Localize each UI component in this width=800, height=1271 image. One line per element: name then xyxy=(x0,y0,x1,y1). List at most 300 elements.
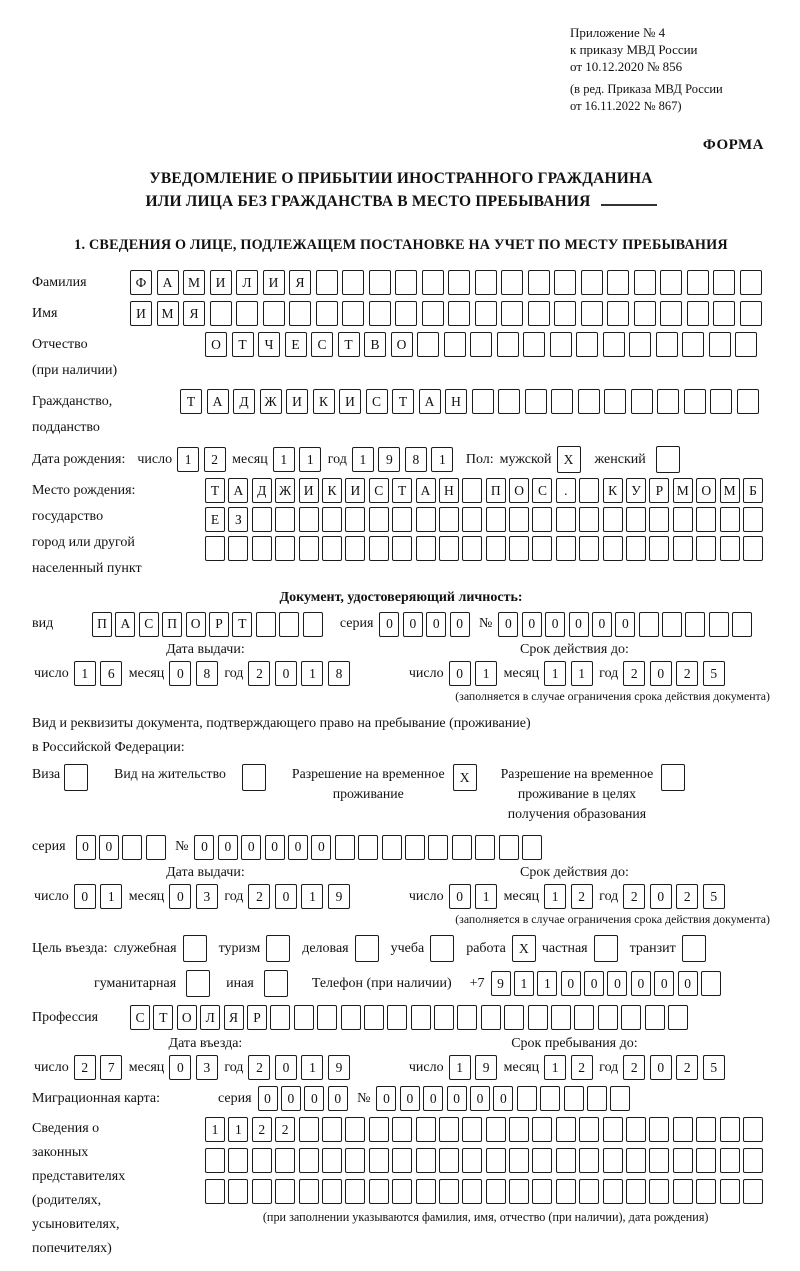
cell: Я xyxy=(183,301,205,326)
cell xyxy=(645,1005,665,1030)
rp-issue-month-cells xyxy=(169,884,222,909)
cell: 0 xyxy=(650,884,672,909)
cell xyxy=(662,612,682,637)
cell xyxy=(210,301,232,326)
cell xyxy=(322,1179,342,1204)
cell: 0 xyxy=(615,612,635,637)
cell: 0 xyxy=(194,835,214,860)
cell: 8 xyxy=(328,661,350,686)
cell: Т xyxy=(232,612,252,637)
cell xyxy=(579,1179,599,1204)
cell xyxy=(581,270,603,295)
month-label: месяц xyxy=(503,1059,540,1075)
cell xyxy=(668,1005,688,1030)
cell xyxy=(186,970,210,997)
cell xyxy=(358,835,378,860)
cell xyxy=(610,1086,630,1111)
cell xyxy=(146,835,166,860)
cell xyxy=(279,612,299,637)
cell xyxy=(720,1117,740,1142)
cell xyxy=(720,1148,740,1173)
stay-until-col xyxy=(379,1036,770,1080)
cell: 1 xyxy=(544,661,566,686)
cell xyxy=(696,1117,716,1142)
cell xyxy=(556,507,576,532)
cell: И xyxy=(263,270,285,295)
annex-header xyxy=(570,24,766,115)
cell xyxy=(551,389,573,414)
residence-doc-dates xyxy=(32,865,770,927)
cell xyxy=(439,1179,459,1204)
cell: 1 xyxy=(301,1055,323,1080)
cell xyxy=(603,1179,623,1204)
cell: У xyxy=(626,478,646,503)
cell xyxy=(657,389,679,414)
year-label: год xyxy=(327,451,347,467)
purpose-transit-checkbox xyxy=(682,935,706,962)
year-label: год xyxy=(599,1059,619,1075)
cell xyxy=(687,301,709,326)
birthplace-label: Место рождения: государство город или другой населенный пункт xyxy=(32,483,142,576)
cell: 2 xyxy=(676,1055,698,1080)
cell xyxy=(528,301,550,326)
cell: 1 xyxy=(205,1117,225,1142)
form-title-line2: ИЛИ ЛИЦА БЕЗ ГРАЖДАНСТВА В МЕСТО ПРЕБЫВАНИЯ xyxy=(32,190,770,213)
cell xyxy=(743,1117,763,1142)
cell: 5 xyxy=(703,884,725,909)
cell xyxy=(673,536,693,561)
cell: 0 xyxy=(423,1086,443,1111)
doc-series-cells xyxy=(379,612,473,637)
cell xyxy=(322,1117,342,1142)
cell xyxy=(732,612,752,637)
cell: Н xyxy=(445,389,467,414)
cell xyxy=(472,389,494,414)
purpose-private-label: частная xyxy=(541,940,588,956)
cell xyxy=(428,835,448,860)
cell: В xyxy=(364,332,386,357)
cell xyxy=(673,1117,693,1142)
cell xyxy=(532,1179,552,1204)
cell xyxy=(462,1179,482,1204)
cell xyxy=(470,332,492,357)
cell: К xyxy=(603,478,623,503)
cell: Т xyxy=(338,332,360,357)
cell: Е xyxy=(205,507,225,532)
form-label: ФОРМА xyxy=(702,137,764,153)
day-label: число xyxy=(408,665,444,681)
cell xyxy=(579,478,599,503)
cell xyxy=(661,764,685,791)
cell: А xyxy=(157,270,179,295)
cell xyxy=(709,612,729,637)
cell xyxy=(603,1148,623,1173)
cell xyxy=(713,270,735,295)
cell xyxy=(294,1005,314,1030)
cell: 0 xyxy=(76,835,96,860)
cell xyxy=(369,301,391,326)
cell: 9 xyxy=(328,884,350,909)
cell: 6 xyxy=(100,661,122,686)
cell xyxy=(322,507,342,532)
cell: 0 xyxy=(258,1086,278,1111)
cell xyxy=(486,536,506,561)
cell xyxy=(509,507,529,532)
cell xyxy=(673,507,693,532)
cell: 0 xyxy=(275,884,297,909)
stay-until-fields xyxy=(379,1055,770,1080)
cell xyxy=(462,1148,482,1173)
day-label: число xyxy=(137,451,173,467)
cell: М xyxy=(720,478,740,503)
cell: 0 xyxy=(654,971,674,996)
cell: 1 xyxy=(431,447,453,472)
purpose-work-label: работа xyxy=(466,940,506,956)
day-label: число xyxy=(34,665,69,681)
temp-residence-edu-checkbox xyxy=(661,764,685,791)
cell xyxy=(735,332,757,357)
rp-issue-day-cells xyxy=(74,884,127,909)
cell xyxy=(626,507,646,532)
visit-purpose-row2 xyxy=(32,970,770,997)
cell xyxy=(579,507,599,532)
cell xyxy=(422,301,444,326)
rp-expiry-day-cells xyxy=(449,884,502,909)
birthplace-row xyxy=(32,478,770,582)
cell xyxy=(486,1148,506,1173)
residence-doc-intro: Вид и реквизиты документа, подтверждающего право на пребывание (проживание) в Российской Федерации: xyxy=(32,716,531,755)
cell xyxy=(317,1005,337,1030)
doc-expiry-heading: Срок действия до: xyxy=(519,642,629,657)
cell: П xyxy=(486,478,506,503)
cell xyxy=(497,332,519,357)
patronymic-row xyxy=(32,332,770,384)
purpose-official-checkbox xyxy=(183,935,207,962)
cell xyxy=(696,536,716,561)
cell xyxy=(439,507,459,532)
cell: А xyxy=(115,612,135,637)
cell: Я xyxy=(224,1005,244,1030)
cell xyxy=(322,1148,342,1173)
cell xyxy=(439,1117,459,1142)
cell xyxy=(486,1117,506,1142)
cell: 1 xyxy=(514,971,534,996)
cell: 1 xyxy=(273,447,295,472)
residence-permit-option xyxy=(114,764,266,791)
temp-residence-checkbox xyxy=(453,764,477,791)
cell xyxy=(564,1086,584,1111)
cell: С xyxy=(139,612,159,637)
cell xyxy=(416,536,436,561)
cell xyxy=(395,301,417,326)
birthdate-label: Дата рождения: xyxy=(32,451,126,467)
sex-female-checkbox xyxy=(656,446,680,473)
cell: Д xyxy=(233,389,255,414)
cell xyxy=(299,1179,319,1204)
cell xyxy=(626,1148,646,1173)
residence-doc-options xyxy=(32,764,770,824)
purpose-private-checkbox xyxy=(594,935,618,962)
cell xyxy=(603,536,623,561)
mc-number-label: № xyxy=(357,1090,371,1106)
cell: 0 xyxy=(169,884,191,909)
cell: 0 xyxy=(99,835,119,860)
doc-number-cells xyxy=(498,612,755,637)
cell: Б xyxy=(743,478,763,503)
cell xyxy=(587,1086,607,1111)
cell xyxy=(604,389,626,414)
birth-day-cells xyxy=(177,447,230,472)
cell: Н xyxy=(439,478,459,503)
cell xyxy=(345,1117,365,1142)
cell xyxy=(64,764,88,791)
cell xyxy=(660,270,682,295)
cell: 8 xyxy=(405,447,427,472)
cell xyxy=(682,935,706,962)
cell: П xyxy=(162,612,182,637)
cell: 0 xyxy=(379,612,399,637)
cell: Т xyxy=(205,478,225,503)
visit-purpose-label: Цель въезда: xyxy=(32,940,108,956)
cell xyxy=(737,389,759,414)
cell xyxy=(509,1179,529,1204)
cell xyxy=(342,270,364,295)
cell xyxy=(462,536,482,561)
cell xyxy=(395,270,417,295)
cell xyxy=(743,1179,763,1204)
visa-option xyxy=(32,764,88,791)
cell: К xyxy=(322,478,342,503)
cell: 1 xyxy=(475,884,497,909)
cell: М xyxy=(673,478,693,503)
cell: Р xyxy=(209,612,229,637)
cell: 0 xyxy=(304,1086,324,1111)
cell: 1 xyxy=(228,1117,248,1142)
cell xyxy=(713,301,735,326)
cell xyxy=(342,301,364,326)
cell xyxy=(462,478,482,503)
cell xyxy=(498,389,520,414)
cell xyxy=(439,1148,459,1173)
cell xyxy=(554,301,576,326)
cell: 0 xyxy=(449,884,471,909)
legal-reps-note: (при заполнении указываются фамилия, имя, отчество (при наличии), дата рождения) xyxy=(262,1210,709,1224)
cell xyxy=(275,1179,295,1204)
temp-residence-label: Разрешение на временное проживание xyxy=(291,766,445,801)
legal-reps-label: Сведения о законных представителях (родителях, усыновителях, попечителях) xyxy=(32,1121,126,1256)
entry-dates xyxy=(32,1036,770,1080)
cell xyxy=(355,935,379,962)
cell xyxy=(242,764,266,791)
purpose-humanitarian-label: гуманитарная xyxy=(94,975,177,991)
cell xyxy=(720,507,740,532)
cell: 0 xyxy=(288,835,308,860)
purpose-tourism-checkbox xyxy=(266,935,290,962)
cell xyxy=(603,507,623,532)
cell: 0 xyxy=(74,884,96,909)
cell xyxy=(509,1148,529,1173)
doc-issue-fields xyxy=(32,661,379,686)
cell: 0 xyxy=(169,661,191,686)
citizenship-cells xyxy=(180,389,763,414)
cell xyxy=(499,835,519,860)
cell: 2 xyxy=(623,884,645,909)
citizenship-row xyxy=(32,389,770,441)
cell xyxy=(532,507,552,532)
cell xyxy=(656,332,678,357)
cell: 0 xyxy=(449,661,471,686)
cell xyxy=(444,332,466,357)
cell xyxy=(183,935,207,962)
cell: Д xyxy=(252,478,272,503)
cell xyxy=(540,1086,560,1111)
stay-month-cells xyxy=(544,1055,597,1080)
cell: Р xyxy=(649,478,669,503)
cell xyxy=(629,332,651,357)
cell xyxy=(528,270,550,295)
cell xyxy=(517,1086,537,1111)
cell: 1 xyxy=(571,661,593,686)
cell xyxy=(416,1117,436,1142)
doc-issue-year-cells xyxy=(248,661,354,686)
phone-label: Телефон (при наличии) xyxy=(311,975,452,991)
cell: X xyxy=(557,446,581,473)
cell xyxy=(579,536,599,561)
patronymic-label: Отчество (при наличии) xyxy=(32,337,118,378)
doc-issue-month-cells xyxy=(169,661,222,686)
cell xyxy=(532,536,552,561)
cell: О xyxy=(177,1005,197,1030)
cell: 1 xyxy=(352,447,374,472)
residence-doc-series-row xyxy=(32,834,770,860)
rp-expiry-col xyxy=(379,865,770,927)
identity-doc-heading: Документ, удостоверяющий личность: xyxy=(279,590,523,605)
cell xyxy=(607,270,629,295)
cell: 0 xyxy=(275,661,297,686)
cell xyxy=(660,301,682,326)
cell xyxy=(205,1179,225,1204)
title-blank-underline xyxy=(601,190,657,206)
cell xyxy=(316,270,338,295)
cell: М xyxy=(183,270,205,295)
cell xyxy=(228,536,248,561)
cell: 0 xyxy=(403,612,423,637)
cell xyxy=(522,835,542,860)
cell xyxy=(649,536,669,561)
sex-male-label: мужской xyxy=(499,451,552,467)
cell: Я xyxy=(289,270,311,295)
cell: И xyxy=(299,478,319,503)
cell xyxy=(289,301,311,326)
temp-residence-option xyxy=(292,764,477,804)
cell: Т xyxy=(392,389,414,414)
cell xyxy=(369,1117,389,1142)
cell: С xyxy=(369,478,389,503)
legal-reps-cells-row2 xyxy=(205,1148,766,1173)
annex-line: к приказу МВД России xyxy=(570,42,698,57)
cell xyxy=(369,270,391,295)
temp-residence-edu-option xyxy=(501,764,686,824)
rp-expiry-month-cells xyxy=(544,884,597,909)
cell xyxy=(364,1005,384,1030)
cell xyxy=(322,536,342,561)
birthplace-cells-row1 xyxy=(205,478,766,503)
month-label: месяц xyxy=(128,665,165,681)
cell xyxy=(579,1148,599,1173)
cell xyxy=(501,301,523,326)
cell xyxy=(256,612,276,637)
cell xyxy=(626,536,646,561)
purpose-business-label: деловая xyxy=(302,940,349,956)
name-cells xyxy=(130,301,766,326)
cell xyxy=(228,1179,248,1204)
cell: 0 xyxy=(328,1086,348,1111)
cell xyxy=(701,971,721,996)
cell: 1 xyxy=(449,1055,471,1080)
cell xyxy=(369,1148,389,1173)
cell: 0 xyxy=(265,835,285,860)
cell: 0 xyxy=(311,835,331,860)
cell: 1 xyxy=(100,884,122,909)
cell xyxy=(416,507,436,532)
cell: 0 xyxy=(498,612,518,637)
cell: 1 xyxy=(299,447,321,472)
annex-edit-note xyxy=(570,81,766,115)
cell xyxy=(264,970,288,997)
cell xyxy=(457,1005,477,1030)
cell: 9 xyxy=(491,971,511,996)
cell xyxy=(509,1117,529,1142)
rp-expiry-note: (заполняется в случае ограничения срока действия документа) xyxy=(455,912,770,926)
cell: 2 xyxy=(248,1055,270,1080)
year-label: год xyxy=(599,665,619,681)
cell xyxy=(405,835,425,860)
cell: 0 xyxy=(584,971,604,996)
cell: 0 xyxy=(607,971,627,996)
cell xyxy=(481,1005,501,1030)
cell xyxy=(345,507,365,532)
cell xyxy=(684,389,706,414)
cell xyxy=(475,835,495,860)
form-title xyxy=(32,168,770,213)
day-label: число xyxy=(408,1059,444,1075)
cell xyxy=(369,1179,389,1204)
annex-line: от 10.12.2020 № 856 xyxy=(570,59,683,74)
cell: Е xyxy=(285,332,307,357)
doc-expiry-month-cells xyxy=(544,661,597,686)
cell xyxy=(626,1117,646,1142)
cell xyxy=(581,301,603,326)
cell xyxy=(550,332,572,357)
cell: 2 xyxy=(204,447,226,472)
month-label: месяц xyxy=(503,665,540,681)
cell xyxy=(299,1117,319,1142)
cell: Ж xyxy=(260,389,282,414)
cell: 0 xyxy=(447,1086,467,1111)
rp-series-label: серия xyxy=(32,839,66,854)
visa-checkbox xyxy=(64,764,88,791)
surname-label: Фамилия xyxy=(32,275,87,290)
purpose-business-checkbox xyxy=(355,935,379,962)
cell: 2 xyxy=(571,884,593,909)
temp-residence-edu-label: Разрешение на временное проживание в целях получения образования xyxy=(500,766,654,821)
cell: 8 xyxy=(196,661,218,686)
cell: О xyxy=(205,332,227,357)
doc-number-label: № xyxy=(479,616,493,631)
identity-doc-dates xyxy=(32,642,770,704)
cell xyxy=(392,1148,412,1173)
cell: А xyxy=(228,478,248,503)
